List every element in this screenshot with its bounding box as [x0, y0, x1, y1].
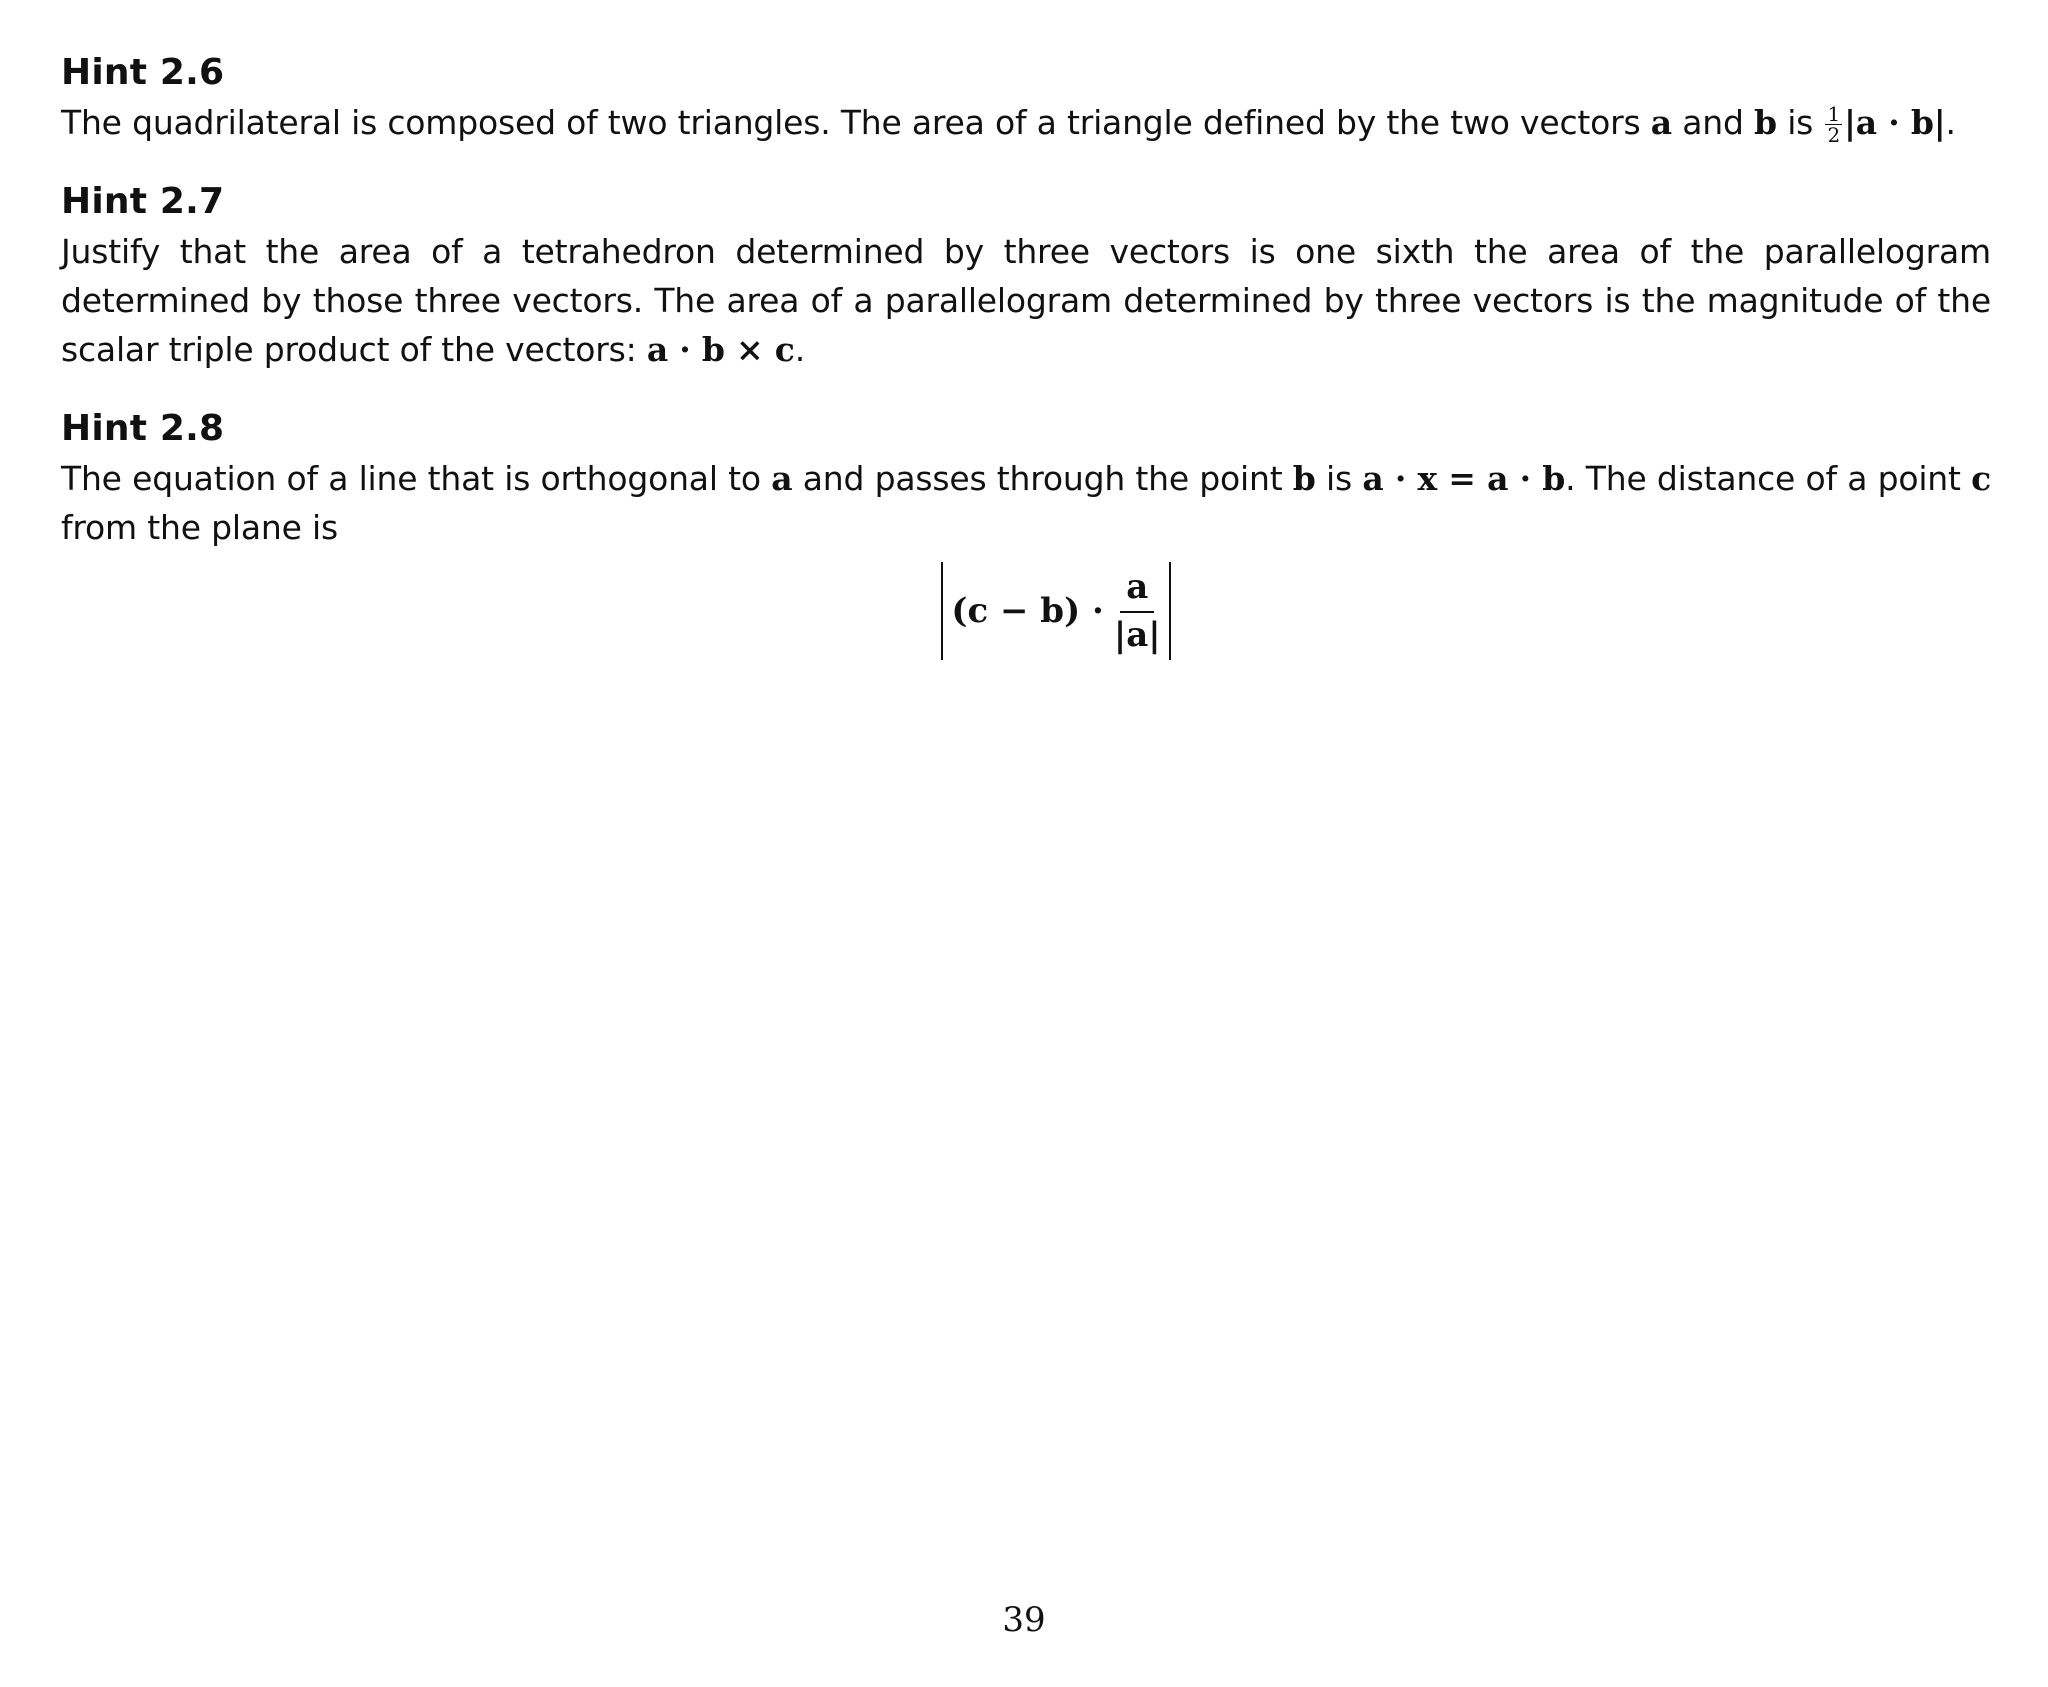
vector-symbol: a: [771, 459, 793, 498]
math-expression: a · x = a · b: [1362, 459, 1566, 498]
equation-numerator: a: [1120, 567, 1154, 613]
vector-symbol: b: [1754, 103, 1777, 142]
document-page: [61, 48, 1991, 690]
hint-text: and passes through the point: [792, 459, 1293, 498]
fraction-denominator: 2: [1827, 123, 1840, 147]
fraction-numerator: 1: [1827, 102, 1840, 126]
hint-text: The quadrilateral is composed of two triangles. The area of a triangle defined by the two vectors: [61, 103, 1651, 142]
hint-text: is: [1315, 459, 1363, 498]
hint-title: Hint 2.8: [61, 408, 225, 449]
hint-body: [61, 98, 1991, 147]
hint-text: . The distance of a point: [1565, 459, 1972, 498]
equation-body: [951, 567, 1160, 655]
hint-body: [61, 454, 1991, 552]
hint-title: Hint 2.6: [61, 52, 225, 93]
hint-body: [61, 227, 1991, 374]
equation-left-term: (c − b) ·: [951, 591, 1104, 631]
vector-symbol: c: [1971, 459, 1992, 498]
math-expression: |a · b|: [1843, 103, 1946, 142]
hint-2-8: [61, 404, 1991, 660]
vector-symbol: a: [1650, 103, 1672, 142]
distance-equation: [121, 562, 1991, 660]
equation-fraction: [1114, 567, 1161, 655]
vector-symbol: b: [1292, 459, 1316, 498]
hint-text: .: [794, 330, 805, 369]
absolute-value-bar-left: [941, 562, 943, 660]
math-expression: a · b × c: [646, 330, 795, 369]
inline-fraction: [1825, 104, 1842, 145]
page-number: 39: [1002, 1600, 1046, 1640]
hint-text: from the plane is: [61, 508, 338, 547]
equation-denominator: |a|: [1113, 615, 1161, 655]
hint-text: and: [1671, 103, 1755, 142]
hint-title: Hint 2.7: [61, 181, 225, 222]
hint-text: .: [1945, 103, 1956, 142]
hint-text: Justify that the area of a tetrahedron determined by three vectors is one sixth the area of the parallelogram determined by those three vectors. The area of a parallelogram determined by three vectors is the magnitude of the scalar triple product of the vectors:: [61, 232, 1991, 369]
hint-text: The equation of a line that is orthogonal to: [61, 459, 772, 498]
absolute-value-bar-right: [1169, 562, 1171, 660]
hint-2-7: [61, 177, 1991, 374]
hint-text: is: [1776, 103, 1824, 142]
hint-2-6: [61, 48, 1991, 147]
